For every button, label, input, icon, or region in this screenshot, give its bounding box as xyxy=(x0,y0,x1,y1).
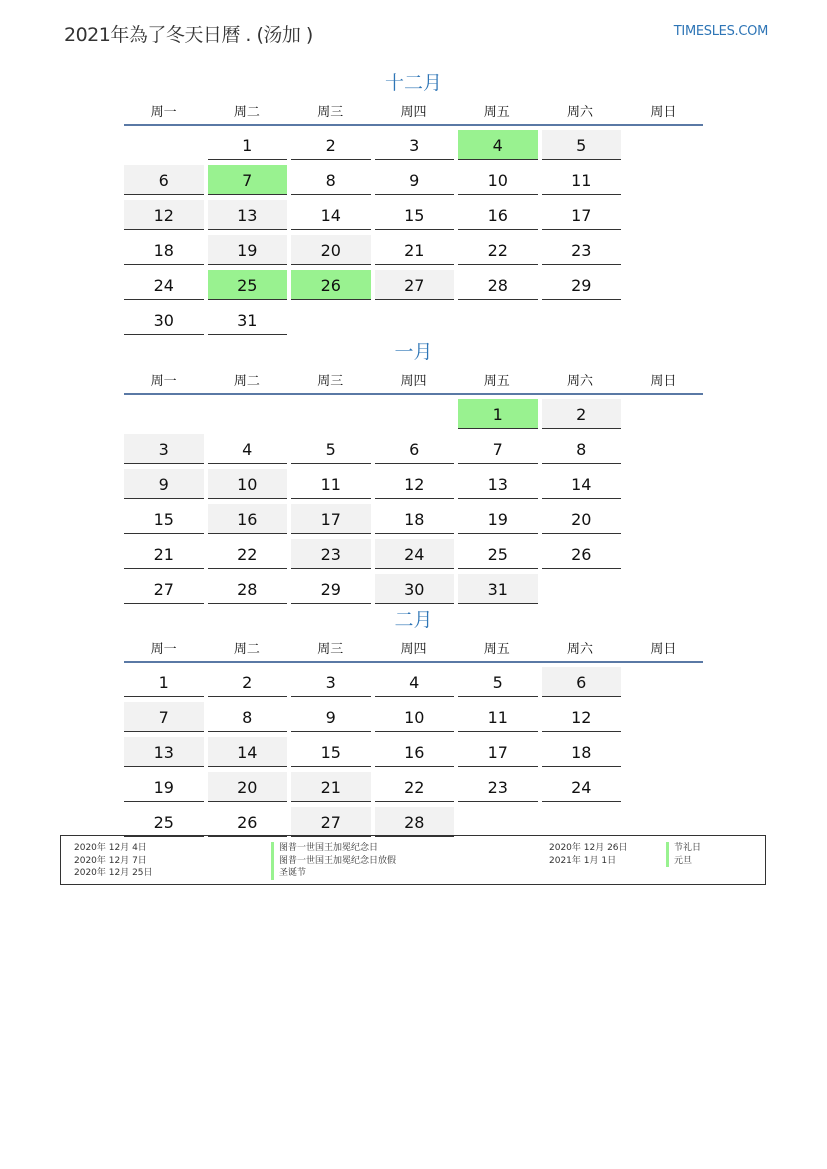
weekday-label: 周五 xyxy=(483,642,510,657)
day-cell: 17 xyxy=(291,504,371,534)
day-cell: 12 xyxy=(124,200,204,230)
holiday-day-cell: 25 xyxy=(208,270,288,300)
legend-holiday-name: 图普一世国王加冕纪念日 xyxy=(271,842,396,855)
day-cell: 9 xyxy=(375,165,455,195)
legend-date: 2020年 12月 25日 xyxy=(74,868,153,878)
day-cell: 21 xyxy=(124,539,204,569)
month-title: 二月 xyxy=(394,609,433,631)
day-cell: 12 xyxy=(542,702,622,732)
day-cell: 10 xyxy=(375,702,455,732)
day-cell: 7 xyxy=(124,702,204,732)
day-grid xyxy=(124,130,703,335)
empty-cell xyxy=(124,399,204,429)
day-cell: 23 xyxy=(542,235,622,265)
weekday-label: 周六 xyxy=(567,105,594,120)
day-cell: 28 xyxy=(208,574,288,604)
site-link[interactable]: TIMESLES.COM xyxy=(673,24,768,39)
day-cell: 31 xyxy=(208,305,288,335)
day-cell: 11 xyxy=(458,702,538,732)
day-cell: 12 xyxy=(375,469,455,499)
day-cell: 19 xyxy=(458,504,538,534)
day-cell: 30 xyxy=(124,305,204,335)
day-cell: 13 xyxy=(208,200,288,230)
day-cell: 24 xyxy=(375,539,455,569)
day-cell: 24 xyxy=(542,772,622,802)
legend-col2-dates xyxy=(549,842,628,867)
page-title: 2021年為了冬天日曆 . (汤加 ) xyxy=(64,24,313,46)
holiday-day-cell: 4 xyxy=(458,130,538,160)
day-cell: 22 xyxy=(458,235,538,265)
day-cell: 1 xyxy=(208,130,288,160)
day-cell: 14 xyxy=(208,737,288,767)
weekday-label: 周二 xyxy=(233,642,260,657)
weekday-label: 周二 xyxy=(233,374,260,389)
weekday-label: 周六 xyxy=(567,642,594,657)
legend-holiday-name: 元旦 xyxy=(666,855,701,868)
day-cell: 11 xyxy=(291,469,371,499)
day-cell: 2 xyxy=(542,399,622,429)
weekday-label: 周五 xyxy=(483,374,510,389)
legend-holiday-name: 圣诞节 xyxy=(271,867,396,880)
day-cell: 22 xyxy=(208,539,288,569)
day-cell: 28 xyxy=(375,807,455,837)
weekday-label: 周三 xyxy=(317,642,344,657)
month-february xyxy=(124,607,703,837)
legend-col2-names xyxy=(666,842,701,867)
day-cell: 22 xyxy=(375,772,455,802)
weekday-label: 周日 xyxy=(650,105,677,120)
legend-col1-dates xyxy=(74,842,153,880)
day-cell: 2 xyxy=(208,667,288,697)
legend-holiday-name: 节礼日 xyxy=(666,842,701,855)
holiday-day-cell: 7 xyxy=(208,165,288,195)
day-cell: 20 xyxy=(208,772,288,802)
day-cell: 20 xyxy=(291,235,371,265)
weekday-label: 周日 xyxy=(650,374,677,389)
day-cell: 6 xyxy=(542,667,622,697)
day-cell: 18 xyxy=(124,235,204,265)
day-cell: 17 xyxy=(542,200,622,230)
day-cell: 16 xyxy=(458,200,538,230)
holiday-legend xyxy=(60,835,766,885)
weekday-label: 周四 xyxy=(400,105,427,120)
day-cell: 3 xyxy=(124,434,204,464)
day-cell: 9 xyxy=(291,702,371,732)
weekday-label: 周四 xyxy=(400,642,427,657)
day-cell: 4 xyxy=(375,667,455,697)
weekday-label: 周二 xyxy=(233,105,260,120)
day-grid xyxy=(124,667,703,837)
weekday-label: 周三 xyxy=(317,374,344,389)
day-cell: 13 xyxy=(458,469,538,499)
day-cell: 17 xyxy=(458,737,538,767)
day-cell: 15 xyxy=(375,200,455,230)
weekday-label: 周五 xyxy=(483,105,510,120)
day-cell: 8 xyxy=(208,702,288,732)
empty-cell xyxy=(208,399,288,429)
day-cell: 23 xyxy=(291,539,371,569)
weekday-header xyxy=(124,639,703,663)
legend-date: 2020年 12月 7日 xyxy=(74,855,147,866)
legend-date: 2021年 1月 1日 xyxy=(549,855,617,866)
day-cell: 27 xyxy=(124,574,204,604)
legend-date: 2020年 12月 4日 xyxy=(74,843,147,853)
day-cell: 18 xyxy=(375,504,455,534)
day-cell: 30 xyxy=(375,574,455,604)
day-cell: 20 xyxy=(542,504,622,534)
day-cell: 14 xyxy=(542,469,622,499)
month-december xyxy=(124,70,703,335)
weekday-label: 周一 xyxy=(150,642,177,657)
weekday-label: 周一 xyxy=(150,374,177,389)
day-cell: 3 xyxy=(375,130,455,160)
day-cell: 7 xyxy=(458,434,538,464)
day-cell: 11 xyxy=(542,165,622,195)
month-title: 一月 xyxy=(394,341,433,363)
day-cell: 29 xyxy=(542,270,622,300)
day-cell: 26 xyxy=(542,539,622,569)
legend-col1-names xyxy=(271,842,396,880)
day-cell: 27 xyxy=(375,270,455,300)
day-cell: 13 xyxy=(124,737,204,767)
day-cell: 25 xyxy=(124,807,204,837)
legend-date: 2020年 12月 26日 xyxy=(549,843,628,853)
weekday-header xyxy=(124,102,703,126)
day-cell: 4 xyxy=(208,434,288,464)
weekday-label: 周一 xyxy=(150,105,177,120)
weekday-label: 周四 xyxy=(400,374,427,389)
day-cell: 5 xyxy=(291,434,371,464)
weekday-header xyxy=(124,371,703,395)
weekday-label: 周日 xyxy=(650,642,677,657)
day-cell: 19 xyxy=(208,235,288,265)
day-cell: 2 xyxy=(291,130,371,160)
day-cell: 15 xyxy=(124,504,204,534)
day-cell: 9 xyxy=(124,469,204,499)
day-cell: 24 xyxy=(124,270,204,300)
day-cell: 6 xyxy=(124,165,204,195)
month-title: 十二月 xyxy=(384,72,442,94)
day-cell: 25 xyxy=(458,539,538,569)
day-cell: 21 xyxy=(291,772,371,802)
day-grid xyxy=(124,399,703,604)
day-cell: 28 xyxy=(458,270,538,300)
day-cell: 10 xyxy=(458,165,538,195)
day-cell: 1 xyxy=(124,667,204,697)
day-cell: 5 xyxy=(458,667,538,697)
day-cell: 15 xyxy=(291,737,371,767)
day-cell: 23 xyxy=(458,772,538,802)
empty-cell xyxy=(375,399,455,429)
day-cell: 8 xyxy=(542,434,622,464)
day-cell: 21 xyxy=(375,235,455,265)
weekday-label: 周六 xyxy=(567,374,594,389)
day-cell: 6 xyxy=(375,434,455,464)
holiday-day-cell: 1 xyxy=(458,399,538,429)
day-cell: 29 xyxy=(291,574,371,604)
day-cell: 5 xyxy=(542,130,622,160)
day-cell: 19 xyxy=(124,772,204,802)
day-cell: 31 xyxy=(458,574,538,604)
empty-cell xyxy=(291,399,371,429)
day-cell: 3 xyxy=(291,667,371,697)
day-cell: 10 xyxy=(208,469,288,499)
day-cell: 16 xyxy=(375,737,455,767)
day-cell: 14 xyxy=(291,200,371,230)
day-cell: 27 xyxy=(291,807,371,837)
month-january xyxy=(124,339,703,604)
empty-cell xyxy=(124,130,204,160)
day-cell: 18 xyxy=(542,737,622,767)
day-cell: 8 xyxy=(291,165,371,195)
legend-holiday-name: 图普一世国王加冕纪念日放假 xyxy=(271,855,396,868)
holiday-day-cell: 26 xyxy=(291,270,371,300)
weekday-label: 周三 xyxy=(317,105,344,120)
day-cell: 16 xyxy=(208,504,288,534)
day-cell: 26 xyxy=(208,807,288,837)
